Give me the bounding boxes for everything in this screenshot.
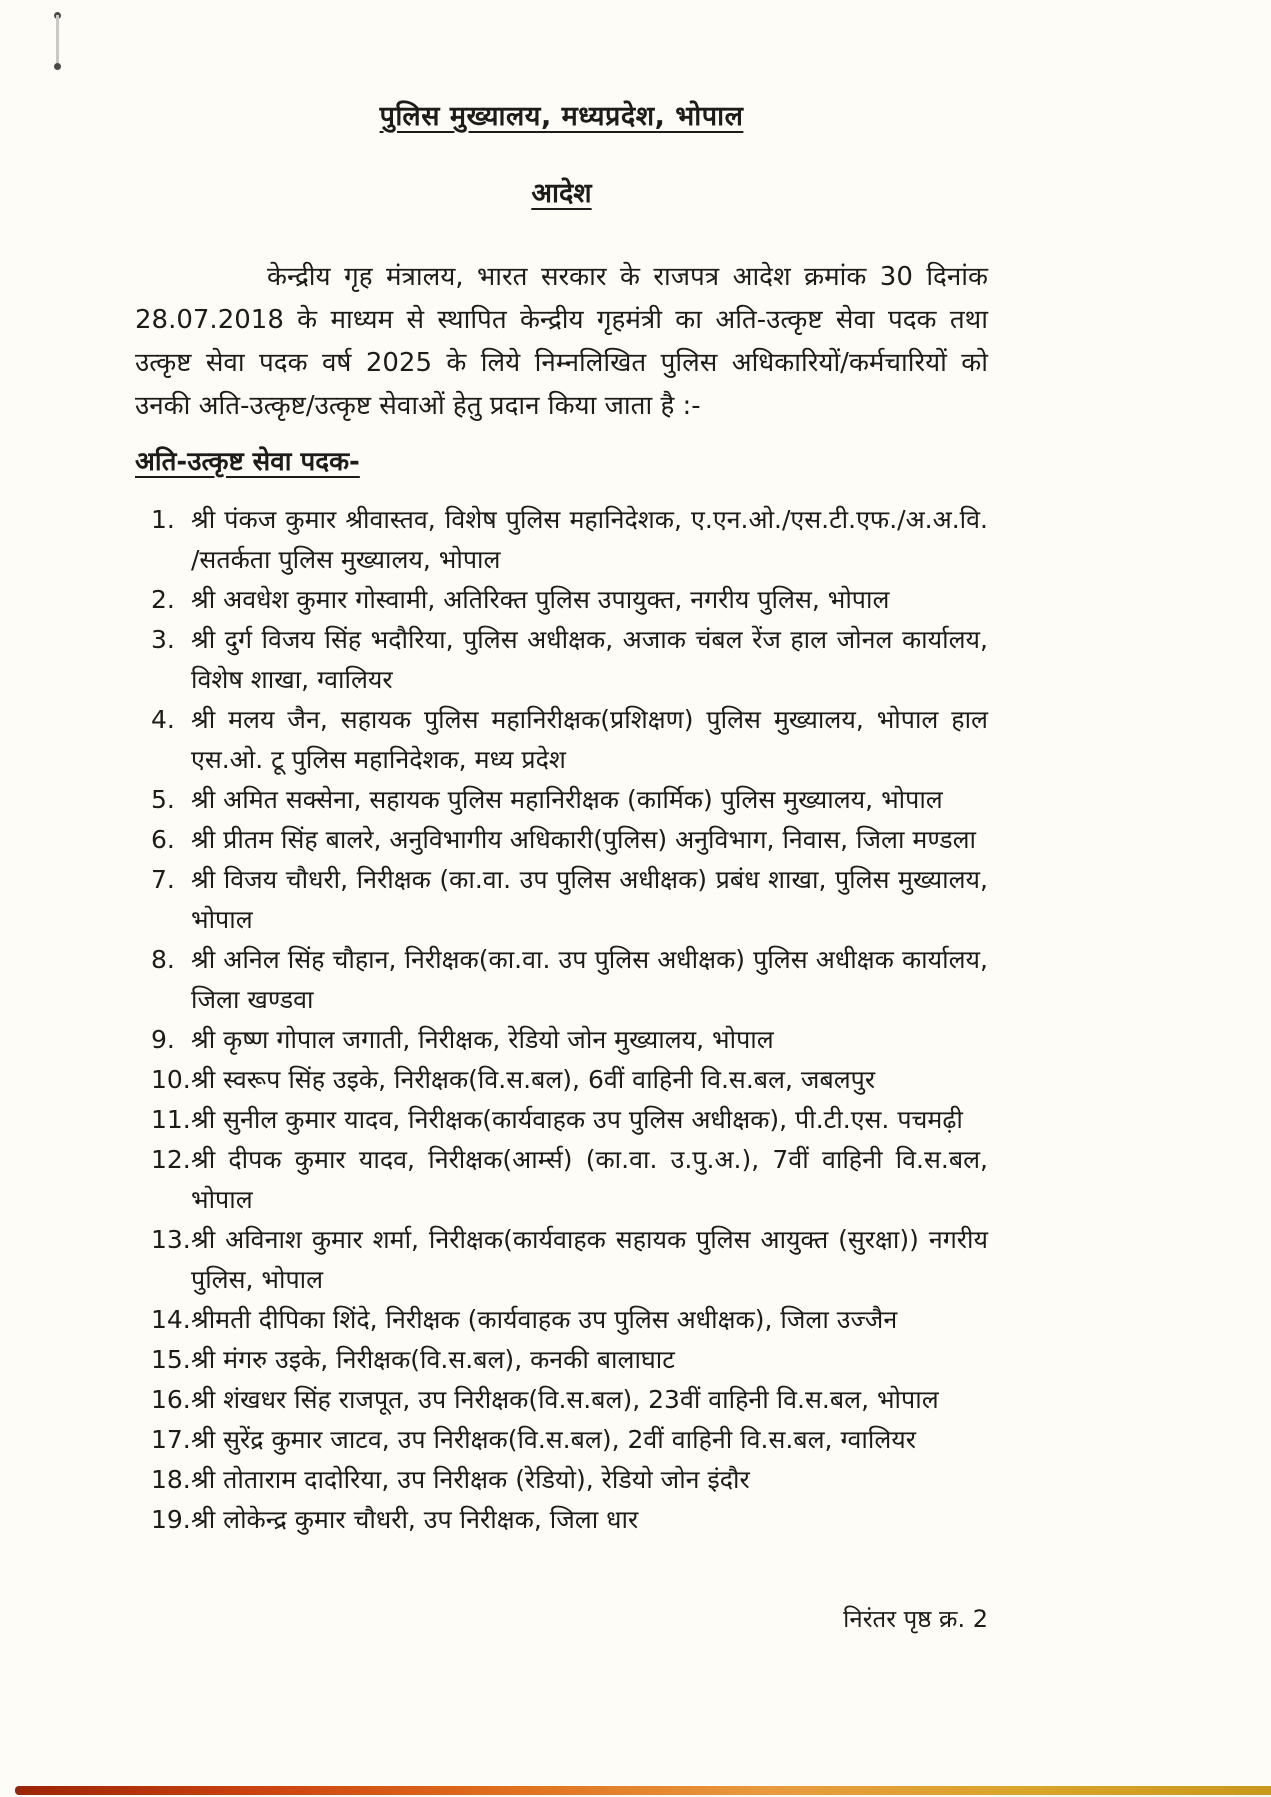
list-item [151,1220,988,1300]
list-item [151,1500,988,1540]
list-item-text: श्री पंकज कुमार श्रीवास्तव, विशेष पुलिस महानिदेशक, ए.एन.ओ./एस.टी.एफ./अ.अ.वि. /सतर्कता पुलिस मुख्यालय, भोपाल [191,505,988,574]
list-item-text: श्री अविनाश कुमार शर्मा, निरीक्षक(कार्यवाहक सहायक पुलिस आयुक्त (सुरक्षा)) नगरीय पुलिस, भोपाल [191,1225,988,1294]
bottom-accent-bar [15,1786,1271,1795]
list-item-text: श्री कृष्ण गोपाल जगाती, निरीक्षक, रेडियो जोन मुख्यालय, भोपाल [191,1025,774,1054]
list-item [151,1420,988,1460]
list-item-text: श्री सुरेंद्र कुमार जाटव, उप निरीक्षक(वि.स.बल), 2वीं वाहिनी वि.स.बल, ग्वालियर [191,1425,916,1454]
list-item-number: 1. [151,505,175,534]
list-item-number: 8. [151,945,175,974]
list-item-text: श्री मलय जैन, सहायक पुलिस महानिरीक्षक(प्रशिक्षण) पुलिस मुख्यालय, भोपाल हाल एस.ओ. टू पुलिस महानिदेशक, मध्य प्रदेश [191,705,988,774]
list-item [151,940,988,1020]
intro-paragraph: केन्द्रीय गृह मंत्रालय, भारत सरकार के राजपत्र आदेश क्रमांक 30 दिनांक 28.07.2018 के माध्यम से स्थापित केन्द्रीय गृहमंत्री का अति-उत्कृष्ट सेवा पदक तथा उत्कृष्ट सेवा पदक वर्ष 2025 के लिये निम्नलिखित पुलिस अधिकारियों/कर्मचारियों को उनकी अति-उत्कृष्ट/उत्कृष्ट सेवाओं हेतु प्रदान किया जाता है :- [135,262,988,421]
list-item-number: 16. [151,1385,191,1414]
document-content [135,96,988,1635]
list-item [151,1460,988,1500]
list-item-text: श्री लोकेन्द्र कुमार चौधरी, उप निरीक्षक, जिला धार [191,1505,639,1534]
list-item [151,1020,988,1060]
list-item [151,500,988,580]
list-item-text: श्री दुर्ग विजय सिंह भदौरिया, पुलिस अधीक्षक, अजाक चंबल रेंज हाल जोनल कार्यालय, विशेष शाखा, ग्वालियर [191,625,988,694]
staple-bar [56,15,59,67]
list-item-text: श्रीमती दीपिका शिंदे, निरीक्षक (कार्यवाहक उप पुलिस अधीक्षक), जिला उज्जैन [191,1305,898,1334]
list-item-text: श्री विजय चौधरी, निरीक्षक (का.वा. उप पुलिस अधीक्षक) प्रबंध शाखा, पुलिस मुख्यालय, भोपाल [191,865,988,934]
staple-dot-icon [54,63,61,70]
list-item-text: श्री स्वरूप सिंह उइके, निरीक्षक(वि.स.बल), 6वीं वाहिनी वि.स.बल, जबलपुर [191,1065,876,1094]
list-item-number: 17. [151,1425,191,1454]
list-item-number: 14. [151,1305,191,1334]
list-item-number: 2. [151,585,175,614]
list-item [151,1060,988,1100]
list-item [151,860,988,940]
list-item [151,1380,988,1420]
list-item-text: श्री दीपक कुमार यादव, निरीक्षक(आर्म्स) (का.वा. उ.पु.अ.), 7वीं वाहिनी वि.स.बल, भोपाल [191,1145,988,1214]
list-item-number: 12. [151,1145,191,1174]
list-item [151,700,988,780]
list-item-number: 19. [151,1505,191,1534]
section-heading: अति-उत्कृष्ट सेवा पदक- [135,447,360,477]
list-item [151,1100,988,1140]
list-item [151,820,988,860]
list-item-text: श्री शंखधर सिंह राजपूत, उप निरीक्षक(वि.स.बल), 23वीं वाहिनी वि.स.बल, भोपाल [191,1385,939,1414]
list-item-text: श्री अमित सक्सेना, सहायक पुलिस महानिरीक्षक (कार्मिक) पुलिस मुख्यालय, भोपाल [191,785,943,814]
list-item-number: 9. [151,1025,175,1054]
list-item [151,1300,988,1340]
list-item [151,620,988,700]
list-item [151,580,988,620]
awardee-list [135,500,988,1540]
list-item-number: 13. [151,1225,191,1254]
list-item-number: 7. [151,865,175,894]
list-item-number: 3. [151,625,175,654]
list-item-number: 5. [151,785,175,814]
document-title: पुलिस मुख्यालय, मध्यप्रदेश, भोपाल [379,101,744,132]
list-item [151,780,988,820]
list-item-number: 11. [151,1105,191,1134]
page-footer: निरंतर पृष्ठ क्र. 2 [843,1605,988,1633]
list-item-number: 15. [151,1345,191,1374]
staple-mark [52,12,62,70]
list-item-number: 6. [151,825,175,854]
list-item-number: 18. [151,1465,191,1494]
list-item-text: श्री तोताराम दादोरिया, उप निरीक्षक (रेडियो), रेडियो जोन इंदौर [191,1465,750,1494]
list-item-text: श्री मंगरु उइके, निरीक्षक(वि.स.बल), कनकी बालाघाट [191,1345,675,1374]
list-item-number: 10. [151,1065,191,1094]
list-item-text: श्री अवधेश कुमार गोस्वामी, अतिरिक्त पुलिस उपायुक्त, नगरीय पुलिस, भोपाल [191,585,890,614]
list-item [151,1140,988,1220]
list-item-text: श्री प्रीतम सिंह बालरे, अनुविभागीय अधिकारी(पुलिस) अनुविभाग, निवास, जिला मण्डला [191,825,976,854]
list-item-text: श्री अनिल सिंह चौहान, निरीक्षक(का.वा. उप पुलिस अधीक्षक) पुलिस अधीक्षक कार्यालय, जिला खण्डवा [191,945,988,1014]
list-item-number: 4. [151,705,175,734]
list-item [151,1340,988,1380]
list-item-text: श्री सुनील कुमार यादव, निरीक्षक(कार्यवाहक उप पुलिस अधीक्षक), पी.टी.एस. पचमढ़ी [191,1105,963,1134]
order-heading: आदेश [531,178,592,209]
